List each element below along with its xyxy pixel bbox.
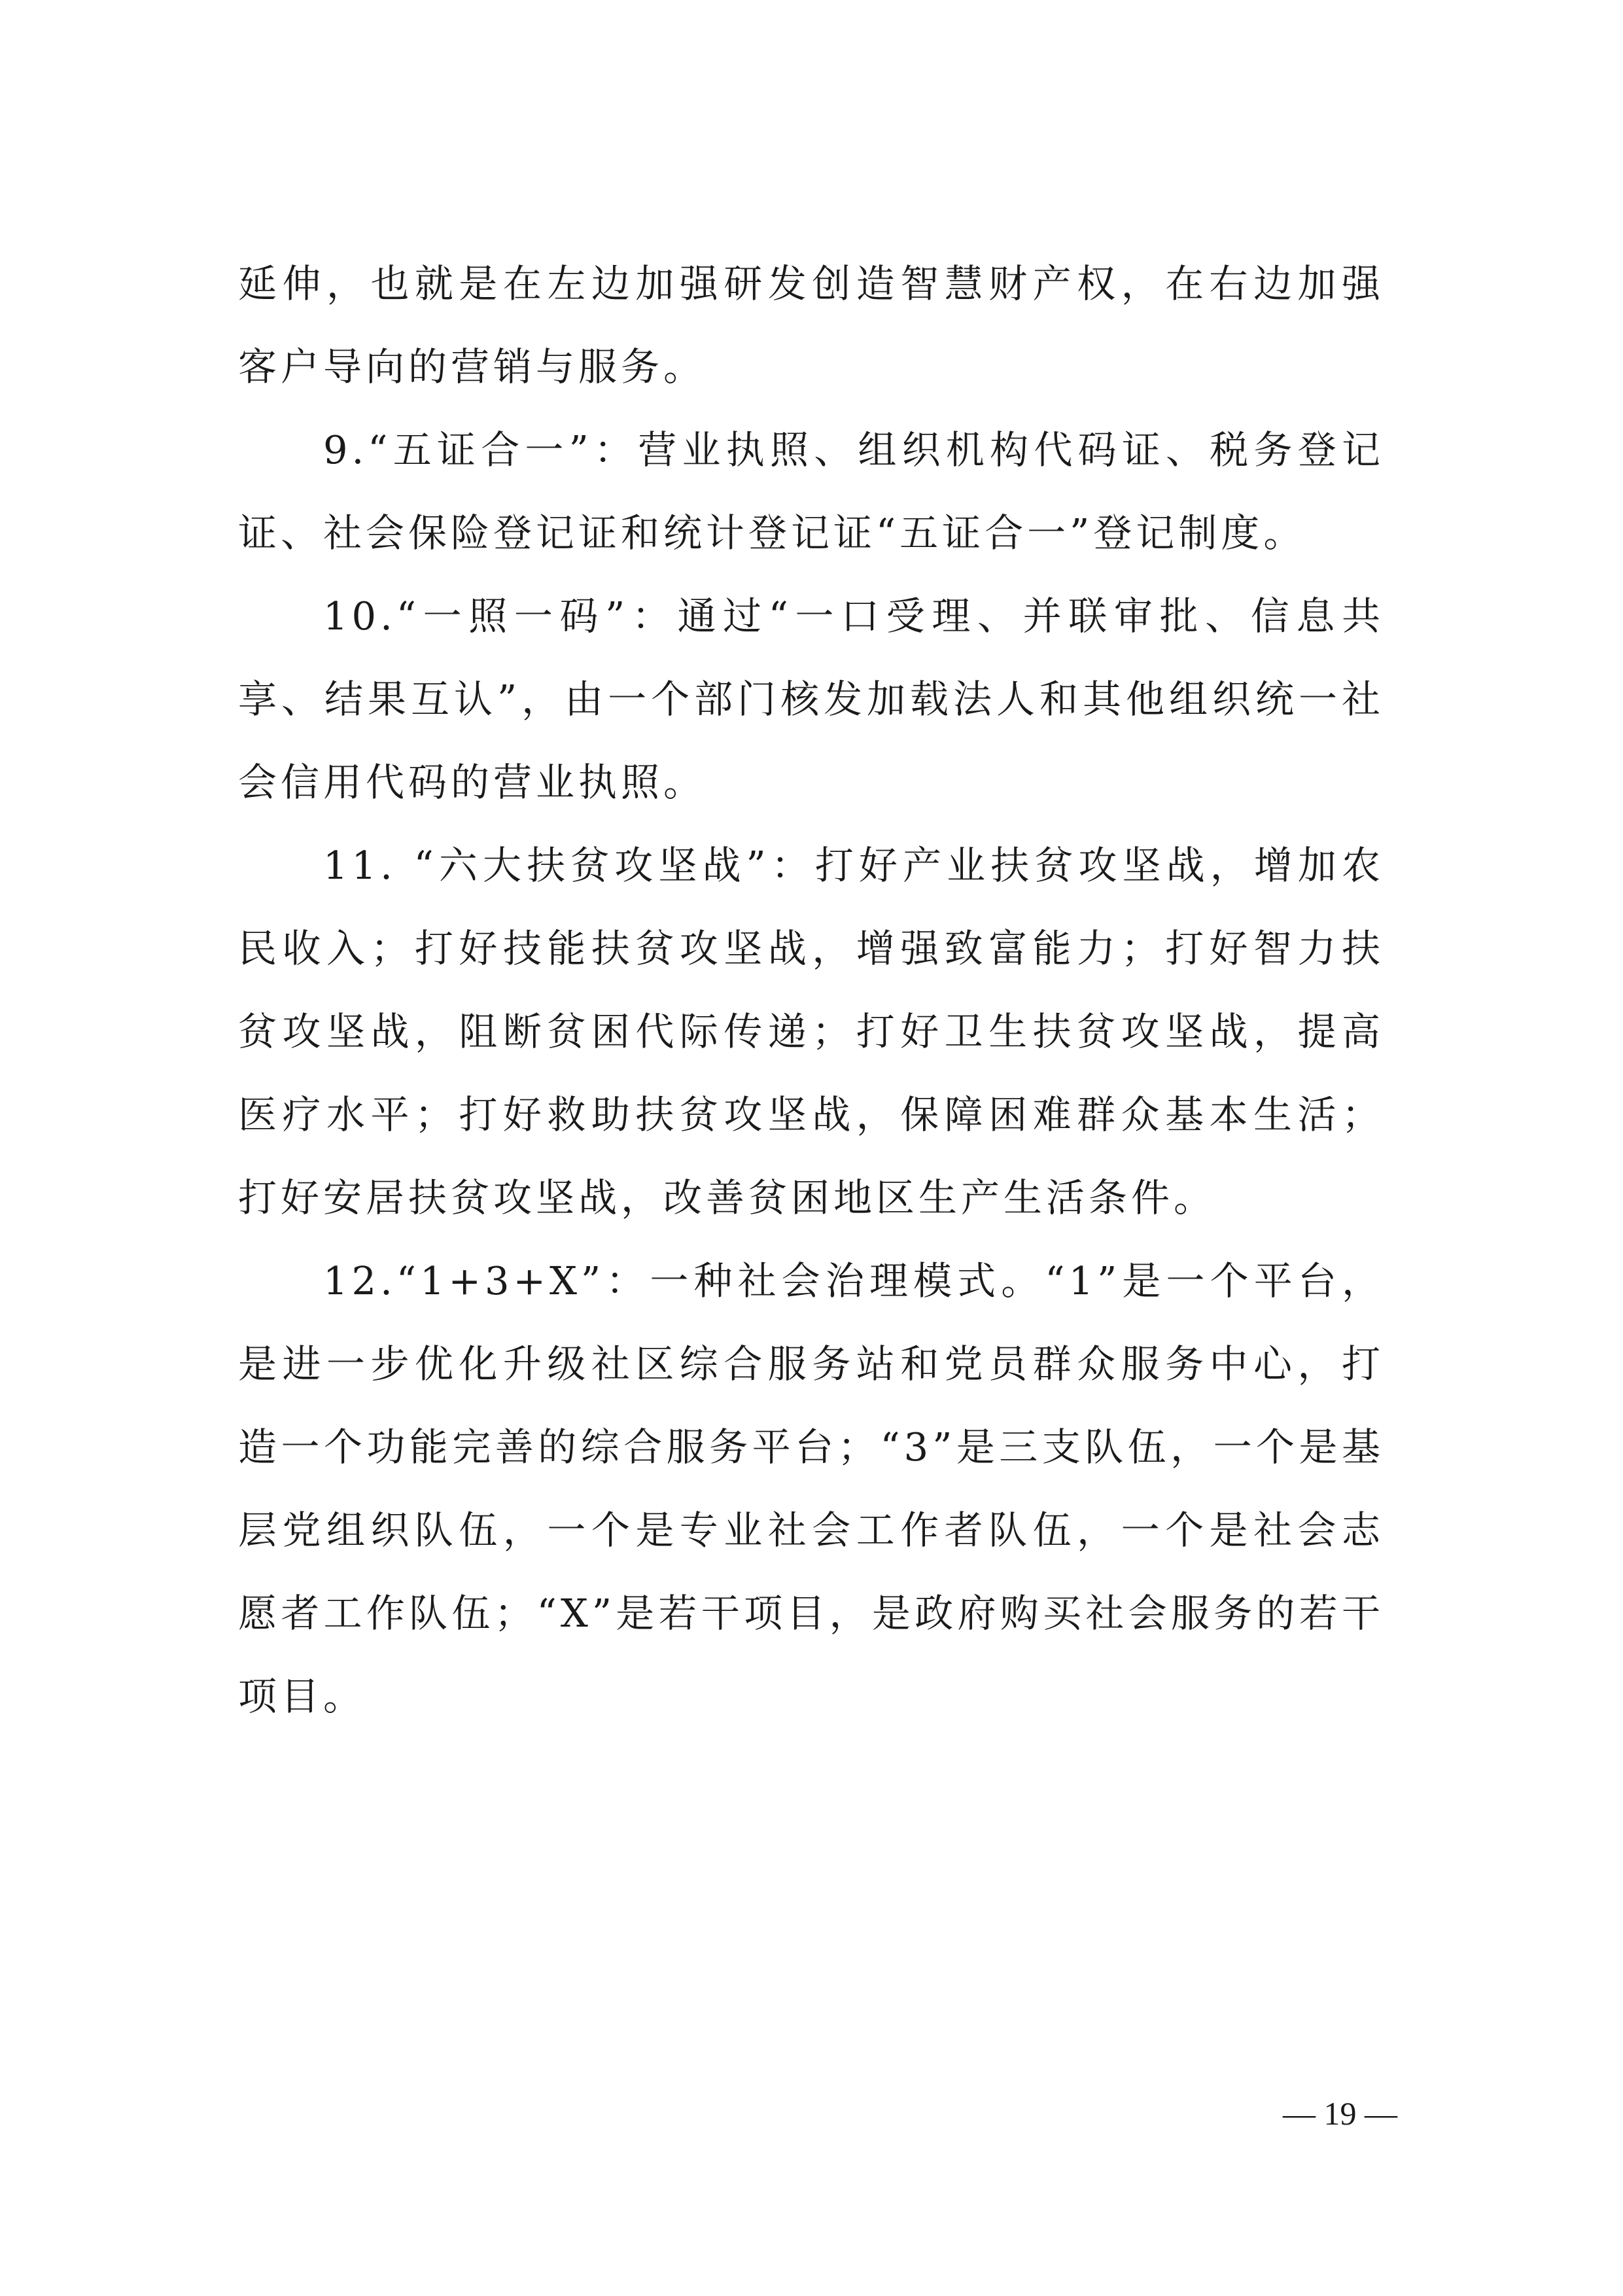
paragraph-item-9: 9.“五证合一”：营业执照、组织机构代码证、税务登记证、社会保险登记证和统计登记证“五证合一”登记制度。 xyxy=(238,427,1384,556)
paragraph-item-11: 11. “六大扶贫攻坚战”：打好产业扶贫攻坚战，增加农民收入；打好技能扶贫攻坚战，增强致富能力；打好智力扶贫攻坚战，阻断贫困代际传递；打好卫生扶贫攻坚战，提高医疗水平；打好救助扶贫攻坚战，保障困难群众基本生活；打好安居扶贫攻坚战，改善贫困地区生产生活条件。 xyxy=(238,843,1384,1220)
page-number: — 19 — xyxy=(1283,2095,1397,2132)
paragraph-continuation: 延伸，也就是在左边加强研发创造智慧财产权，在右边加强客户导向的营销与服务。 xyxy=(238,261,1384,389)
paragraph-item-10: 10.“一照一码”：通过“一口受理、并联审批、信息共享、结果互认”，由一个部门核发加载法人和其他组织统一社会信用代码的营业执照。 xyxy=(238,593,1384,805)
body-text xyxy=(238,242,1384,1738)
paragraph-item-12: 12.“1+3+X”：一种社会治理模式。“1”是一个平台，是进一步优化升级社区综合服务站和党员群众服务中心，打造一个功能完善的综合服务平台；“3”是三支队伍，一个是基层党组织队伍，一个是专业社会工作者队伍，一个是社会志愿者工作队伍；“X”是若干项目，是政府购买社会服务的若干项目。 xyxy=(238,1258,1384,1719)
